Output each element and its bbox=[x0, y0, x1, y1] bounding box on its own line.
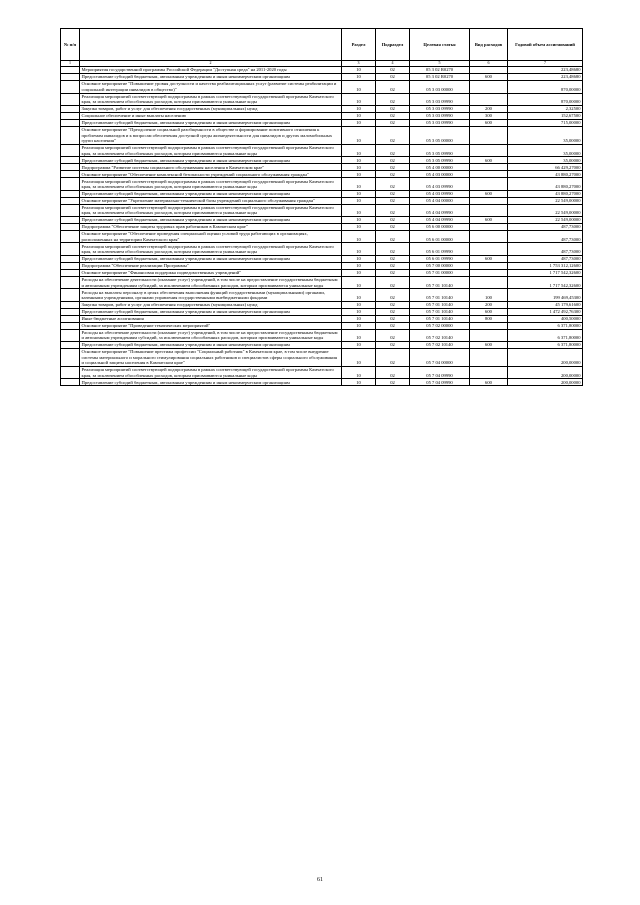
table-row bbox=[61, 255, 583, 262]
row-vr: 800 bbox=[470, 315, 508, 322]
row-podrazdel: 02 bbox=[376, 144, 410, 156]
row-cs: 05 7 00 00000 bbox=[410, 262, 470, 269]
row-name: Предоставление субсидий бюджетным, автономным учреждениям и иным некоммерческим организациям bbox=[80, 255, 342, 262]
row-razdel: 10 bbox=[342, 329, 376, 341]
page-number: 61 bbox=[317, 877, 323, 883]
row-vr: 600 bbox=[470, 255, 508, 262]
row-name: Иные бюджетные ассигнования bbox=[80, 315, 342, 322]
row-name: Реализация мероприятий соответствующей подпрограммы в рамках соответствующей государственной программы Камчатского края, за исключением обособленных расходов, которым присваиваются уникальные коды bbox=[80, 366, 342, 378]
row-number bbox=[61, 366, 80, 378]
row-podrazdel: 02 bbox=[376, 67, 410, 74]
row-number bbox=[61, 81, 80, 93]
row-number bbox=[61, 164, 80, 171]
column-index-row bbox=[61, 60, 583, 67]
row-number bbox=[61, 262, 80, 269]
table-row bbox=[61, 120, 583, 127]
row-number bbox=[61, 93, 80, 105]
row-cs: 05 3 03 09990 bbox=[410, 93, 470, 105]
row-cs: 05 7 01 10140 bbox=[410, 276, 470, 288]
row-cs: 05 3 05 09990 bbox=[410, 144, 470, 156]
row-podrazdel: 02 bbox=[376, 178, 410, 190]
table-row bbox=[61, 81, 583, 93]
row-podrazdel: 02 bbox=[376, 289, 410, 301]
row-name: Основное мероприятие "Преодоление социальной разобщенности в обществе и формирование позитивного отношения к проблемам инвалидов и к вопросам обеспечения доступной среды жизнедеятельности для инвалидов и других маломобильных групп населения" bbox=[80, 127, 342, 145]
col-cs-header: Целевая статья bbox=[410, 29, 470, 61]
table-row bbox=[61, 224, 583, 231]
row-amount: 45 179,61600 bbox=[508, 301, 583, 308]
table-row bbox=[61, 127, 583, 145]
row-amount: 223,48680 bbox=[508, 67, 583, 74]
row-amount: 152,67500 bbox=[508, 113, 583, 120]
table-header-row bbox=[61, 29, 583, 61]
row-amount: 43 880,27000 bbox=[508, 178, 583, 190]
row-vr: 600 bbox=[470, 74, 508, 81]
row-cs: 05 4 04 00000 bbox=[410, 197, 470, 204]
row-name: Основное мероприятие "Повышение уровня доступности и качества реабилитационных услуг (развитие системы реабилитации и социальной интеграции инвалидов в общество)" bbox=[80, 81, 342, 93]
table-row bbox=[61, 67, 583, 74]
row-razdel: 10 bbox=[342, 217, 376, 224]
row-podrazdel: 02 bbox=[376, 322, 410, 329]
row-number bbox=[61, 379, 80, 386]
row-razdel: 10 bbox=[342, 289, 376, 301]
table-row bbox=[61, 93, 583, 105]
col-razdel-header: Раздел bbox=[342, 29, 376, 61]
row-name: Предоставление субсидий бюджетным, автономным учреждениям и иным некоммерческим организациям bbox=[80, 157, 342, 164]
row-cs: 05 6 01 09990 bbox=[410, 243, 470, 255]
row-vr bbox=[470, 144, 508, 156]
row-name: Закупка товаров, работ и услуг для обеспечения государственных (муниципальных) нужд bbox=[80, 301, 342, 308]
row-number bbox=[61, 322, 80, 329]
row-podrazdel: 02 bbox=[376, 127, 410, 145]
row-name: Основное мероприятие "Проведение тематических мероприятий" bbox=[80, 322, 342, 329]
row-cs: 05 7 04 00000 bbox=[410, 349, 470, 367]
row-razdel: 10 bbox=[342, 190, 376, 197]
row-name: Социальное обеспечение и иные выплаты населению bbox=[80, 113, 342, 120]
row-amount: 199 469,45300 bbox=[508, 289, 583, 301]
row-name: Закупка товаров, работ и услуг для обеспечения государственных (муниципальных) нужд bbox=[80, 106, 342, 113]
table-row bbox=[61, 301, 583, 308]
row-razdel: 10 bbox=[342, 379, 376, 386]
row-podrazdel: 02 bbox=[376, 81, 410, 93]
row-vr bbox=[470, 171, 508, 178]
table-row bbox=[61, 144, 583, 156]
row-podrazdel: 02 bbox=[376, 231, 410, 243]
row-razdel: 10 bbox=[342, 81, 376, 93]
table-row bbox=[61, 329, 583, 341]
row-vr: 100 bbox=[470, 289, 508, 301]
col-index: 4 bbox=[376, 60, 410, 67]
row-number bbox=[61, 342, 80, 349]
row-name: Предоставление субсидий бюджетным, автономным учреждениям и иным некоммерческим организациям bbox=[80, 120, 342, 127]
row-cs: 05 7 01 10140 bbox=[410, 289, 470, 301]
row-amount: 200,00000 bbox=[508, 379, 583, 386]
table-row bbox=[61, 197, 583, 204]
row-name: Основное мероприятие "Финансовая поддержка подведомственных учреждений" bbox=[80, 269, 342, 276]
row-amount: 487,73000 bbox=[508, 231, 583, 243]
row-vr bbox=[470, 164, 508, 171]
row-cs: 05 6 00 00000 bbox=[410, 224, 470, 231]
row-name: Реализация мероприятий соответствующей подпрограммы в рамках соответствующей государственной программы Камчатского края, за исключением обособленных расходов, которым присваиваются уникальные коды bbox=[80, 178, 342, 190]
table-row bbox=[61, 276, 583, 288]
row-cs: 05 7 02 10140 bbox=[410, 342, 470, 349]
row-name: Предоставление субсидий бюджетным, автономным учреждениям и иным некоммерческим организациям bbox=[80, 379, 342, 386]
row-amount: 400,50000 bbox=[508, 315, 583, 322]
row-razdel: 10 bbox=[342, 157, 376, 164]
table-row bbox=[61, 74, 583, 81]
table-row bbox=[61, 178, 583, 190]
row-vr: 200 bbox=[470, 301, 508, 308]
row-cs: 05 3 02 R0270 bbox=[410, 67, 470, 74]
row-cs: 05 4 03 00000 bbox=[410, 171, 470, 178]
row-razdel: 10 bbox=[342, 171, 376, 178]
row-number bbox=[61, 329, 80, 341]
row-razdel: 10 bbox=[342, 366, 376, 378]
row-name: Расходы на обеспечение деятельности (оказание услуг) учреждений, в том числе на предоставление государственным бюджетным и автономным учреждениям субсидий, за исключением обособленных расходов, которым присваиваются уникальные коды bbox=[80, 276, 342, 288]
row-name: Расходы на обеспечение деятельности (оказание услуг) учреждений, в том числе на предоставление государственным бюджетным и автономным учреждениям субсидий, за исключением обособленных расходов, которым присваиваются уникальные коды bbox=[80, 329, 342, 341]
document-page bbox=[60, 28, 582, 386]
col-podrazdel-header: Подраздел bbox=[376, 29, 410, 61]
col-name-header bbox=[80, 29, 342, 61]
row-amount: 1 717 542,32600 bbox=[508, 276, 583, 288]
row-cs: 05 7 04 09990 bbox=[410, 366, 470, 378]
row-vr bbox=[470, 269, 508, 276]
row-cs: 05 7 01 10140 bbox=[410, 315, 470, 322]
row-cs: 05 3 03 09990 bbox=[410, 106, 470, 113]
row-podrazdel: 02 bbox=[376, 276, 410, 288]
row-vr bbox=[470, 204, 508, 216]
row-podrazdel: 02 bbox=[376, 164, 410, 171]
row-amount: 715,00000 bbox=[508, 120, 583, 127]
row-name: Предоставление субсидий бюджетным, автономным учреждениям и иным некоммерческим организациям bbox=[80, 74, 342, 81]
row-name: Реализация мероприятий соответствующей подпрограммы в рамках соответствующей государственной программы Камчатского края, за исключением обособленных расходов, которым присваиваются уникальные коды bbox=[80, 93, 342, 105]
row-number bbox=[61, 74, 80, 81]
row-number bbox=[61, 231, 80, 243]
row-cs: 05 7 04 09990 bbox=[410, 379, 470, 386]
row-razdel: 10 bbox=[342, 255, 376, 262]
row-podrazdel: 02 bbox=[376, 342, 410, 349]
row-podrazdel: 02 bbox=[376, 255, 410, 262]
row-amount: 35,00000 bbox=[508, 144, 583, 156]
row-razdel: 10 bbox=[342, 269, 376, 276]
row-cs: 05 3 02 R0270 bbox=[410, 74, 470, 81]
col-index: 2 bbox=[80, 60, 342, 67]
row-cs: 05 7 01 10140 bbox=[410, 301, 470, 308]
row-razdel: 10 bbox=[342, 301, 376, 308]
row-name: Основное мероприятие "Укрепление материально-технической базы учреждений социального обслуживания граждан" bbox=[80, 197, 342, 204]
row-vr bbox=[470, 93, 508, 105]
row-name: Предоставление субсидий бюджетным, автономным учреждениям и иным некоммерческим организациям bbox=[80, 190, 342, 197]
row-vr bbox=[470, 231, 508, 243]
row-amount: 22 549,00000 bbox=[508, 204, 583, 216]
row-razdel: 10 bbox=[342, 113, 376, 120]
col-index: 7 bbox=[508, 60, 583, 67]
row-podrazdel: 02 bbox=[376, 74, 410, 81]
row-name: Подпрограмма "Развитие системы социального обслуживания населения в Камчатском крае" bbox=[80, 164, 342, 171]
row-razdel: 10 bbox=[342, 197, 376, 204]
row-razdel: 10 bbox=[342, 342, 376, 349]
row-amount: 6 371,80000 bbox=[508, 329, 583, 341]
row-number bbox=[61, 315, 80, 322]
row-number bbox=[61, 113, 80, 120]
row-vr bbox=[470, 67, 508, 74]
row-razdel: 10 bbox=[342, 106, 376, 113]
row-vr bbox=[470, 224, 508, 231]
col-index: 3 bbox=[342, 60, 376, 67]
row-podrazdel: 02 bbox=[376, 308, 410, 315]
row-vr: 300 bbox=[470, 113, 508, 120]
row-vr bbox=[470, 178, 508, 190]
table-row bbox=[61, 164, 583, 171]
row-number bbox=[61, 217, 80, 224]
row-razdel: 10 bbox=[342, 67, 376, 74]
col-index: 6 bbox=[470, 60, 508, 67]
row-vr bbox=[470, 349, 508, 367]
row-amount: 200,00000 bbox=[508, 349, 583, 367]
row-podrazdel: 02 bbox=[376, 315, 410, 322]
row-razdel: 10 bbox=[342, 349, 376, 367]
row-amount: 487,73000 bbox=[508, 243, 583, 255]
row-number bbox=[61, 204, 80, 216]
row-number bbox=[61, 224, 80, 231]
row-vr bbox=[470, 366, 508, 378]
col-num-header: № п/п bbox=[61, 29, 80, 61]
col-index: 1 bbox=[61, 60, 80, 67]
row-podrazdel: 02 bbox=[376, 301, 410, 308]
row-cs: 05 3 03 00000 bbox=[410, 81, 470, 93]
row-razdel: 10 bbox=[342, 127, 376, 145]
row-amount: 487,73000 bbox=[508, 224, 583, 231]
row-podrazdel: 02 bbox=[376, 120, 410, 127]
row-name: Основное мероприятие "Обеспечение проведения специальной оценки условий труда работающих в организациях, расположенных на территории Камчатского края" bbox=[80, 231, 342, 243]
row-amount: 35,00000 bbox=[508, 157, 583, 164]
row-cs: 05 3 05 09990 bbox=[410, 157, 470, 164]
row-number bbox=[61, 255, 80, 262]
row-name: Мероприятия государственной программы Российской Федерации "Доступная среда" на 2011-2020 годы bbox=[80, 67, 342, 74]
row-amount: 66 429,27000 bbox=[508, 164, 583, 171]
row-podrazdel: 02 bbox=[376, 329, 410, 341]
row-razdel: 10 bbox=[342, 93, 376, 105]
row-vr bbox=[470, 127, 508, 145]
row-podrazdel: 02 bbox=[376, 171, 410, 178]
row-cs: 05 3 05 00000 bbox=[410, 127, 470, 145]
row-podrazdel: 02 bbox=[376, 204, 410, 216]
row-number bbox=[61, 178, 80, 190]
row-podrazdel: 02 bbox=[376, 224, 410, 231]
row-vr: 600 bbox=[470, 379, 508, 386]
row-cs: 05 4 04 09990 bbox=[410, 217, 470, 224]
row-vr: 600 bbox=[470, 308, 508, 315]
table-row bbox=[61, 157, 583, 164]
table-row bbox=[61, 366, 583, 378]
row-amount: 6 371,80000 bbox=[508, 342, 583, 349]
row-cs: 05 3 03 09990 bbox=[410, 113, 470, 120]
row-vr bbox=[470, 329, 508, 341]
row-razdel: 10 bbox=[342, 243, 376, 255]
row-amount: 2,32500 bbox=[508, 106, 583, 113]
row-name: Основное мероприятие "Обеспечение комплексной безопасности учреждений социального обслуживания граждан" bbox=[80, 171, 342, 178]
row-vr bbox=[470, 322, 508, 329]
row-vr: 600 bbox=[470, 190, 508, 197]
row-vr bbox=[470, 81, 508, 93]
row-number bbox=[61, 144, 80, 156]
table-row bbox=[61, 231, 583, 243]
row-cs: 05 7 02 10140 bbox=[410, 329, 470, 341]
row-podrazdel: 02 bbox=[376, 106, 410, 113]
row-cs: 05 7 01 00000 bbox=[410, 269, 470, 276]
table-row bbox=[61, 349, 583, 367]
row-cs: 05 7 01 10140 bbox=[410, 308, 470, 315]
table-row bbox=[61, 106, 583, 113]
row-number bbox=[61, 120, 80, 127]
row-amount: 6 371,80000 bbox=[508, 322, 583, 329]
row-amount: 43 880,27000 bbox=[508, 171, 583, 178]
table-row bbox=[61, 322, 583, 329]
table-row bbox=[61, 269, 583, 276]
row-number bbox=[61, 289, 80, 301]
row-razdel: 10 bbox=[342, 322, 376, 329]
row-vr: 600 bbox=[470, 157, 508, 164]
row-number bbox=[61, 243, 80, 255]
row-podrazdel: 02 bbox=[376, 262, 410, 269]
row-name: Реализация мероприятий соответствующей подпрограммы в рамках соответствующей государственной программы Камчатского края, за исключением обособленных расходов, которым присваиваются уникальные коды bbox=[80, 204, 342, 216]
row-amount: 200,00000 bbox=[508, 366, 583, 378]
row-cs: 05 4 03 09990 bbox=[410, 178, 470, 190]
row-number bbox=[61, 67, 80, 74]
row-name: Расходы на выплаты персоналу в целях обеспечения выполнения функций государственными (муниципальными) органами, казенными учреждениями, органами управления государственными внебюджетными фондами bbox=[80, 289, 342, 301]
row-amount: 43 880,27000 bbox=[508, 190, 583, 197]
row-cs: 05 3 03 09990 bbox=[410, 120, 470, 127]
row-name: Подпрограмма "Обеспечение защиты трудовых прав работников в Камчатском крае" bbox=[80, 224, 342, 231]
row-amount: 870,00000 bbox=[508, 81, 583, 93]
row-name: Реализация мероприятий соответствующей подпрограммы в рамках соответствующей государственной программы Камчатского края, за исключением обособленных расходов, которым присваиваются уникальные коды bbox=[80, 243, 342, 255]
row-vr bbox=[470, 262, 508, 269]
row-podrazdel: 02 bbox=[376, 190, 410, 197]
row-amount: 223,48680 bbox=[508, 74, 583, 81]
row-razdel: 10 bbox=[342, 204, 376, 216]
row-razdel: 10 bbox=[342, 164, 376, 171]
row-vr bbox=[470, 243, 508, 255]
row-number bbox=[61, 197, 80, 204]
row-cs: 05 4 04 09990 bbox=[410, 204, 470, 216]
row-number bbox=[61, 269, 80, 276]
row-podrazdel: 02 bbox=[376, 157, 410, 164]
table-row bbox=[61, 315, 583, 322]
row-number bbox=[61, 276, 80, 288]
row-cs: 05 6 01 00000 bbox=[410, 231, 470, 243]
row-podrazdel: 02 bbox=[376, 349, 410, 367]
row-razdel: 10 bbox=[342, 276, 376, 288]
col-index: 5 bbox=[410, 60, 470, 67]
table-body bbox=[61, 67, 583, 386]
row-podrazdel: 02 bbox=[376, 93, 410, 105]
table-row bbox=[61, 171, 583, 178]
row-amount: 1 717 542,32600 bbox=[508, 269, 583, 276]
row-podrazdel: 02 bbox=[376, 243, 410, 255]
budget-table bbox=[60, 28, 583, 386]
row-podrazdel: 02 bbox=[376, 197, 410, 204]
row-podrazdel: 02 bbox=[376, 379, 410, 386]
row-razdel: 10 bbox=[342, 231, 376, 243]
table-row bbox=[61, 308, 583, 315]
row-number bbox=[61, 349, 80, 367]
table-row bbox=[61, 243, 583, 255]
row-amount: 870,00000 bbox=[508, 93, 583, 105]
row-number bbox=[61, 190, 80, 197]
row-number bbox=[61, 171, 80, 178]
row-number bbox=[61, 127, 80, 145]
row-vr bbox=[470, 276, 508, 288]
row-razdel: 10 bbox=[342, 178, 376, 190]
row-name: Подпрограмма "Обеспечение реализации Программы" bbox=[80, 262, 342, 269]
row-cs: 05 6 01 09990 bbox=[410, 255, 470, 262]
row-number bbox=[61, 308, 80, 315]
row-podrazdel: 02 bbox=[376, 113, 410, 120]
row-razdel: 10 bbox=[342, 224, 376, 231]
row-name: Предоставление субсидий бюджетным, автономным учреждениям и иным некоммерческим организациям bbox=[80, 342, 342, 349]
row-cs: 05 7 02 00000 bbox=[410, 322, 470, 329]
row-number bbox=[61, 157, 80, 164]
row-cs: 05 4 00 00000 bbox=[410, 164, 470, 171]
col-amount-header: Годовой объем ассигнований bbox=[508, 29, 583, 61]
row-cs: 05 4 03 09990 bbox=[410, 190, 470, 197]
col-vr-header: Вид расходов bbox=[470, 29, 508, 61]
row-name: Реализация мероприятий соответствующей подпрограммы в рамках соответствующей государственной программы Камчатского края, за исключением обособленных расходов, которым присваиваются уникальные коды bbox=[80, 144, 342, 156]
table-row bbox=[61, 113, 583, 120]
table-row bbox=[61, 289, 583, 301]
table-row bbox=[61, 342, 583, 349]
row-amount: 1 753 312,12600 bbox=[508, 262, 583, 269]
row-number bbox=[61, 106, 80, 113]
row-podrazdel: 02 bbox=[376, 217, 410, 224]
row-amount: 22 549,00000 bbox=[508, 197, 583, 204]
table-row bbox=[61, 190, 583, 197]
row-vr: 600 bbox=[470, 217, 508, 224]
row-razdel: 10 bbox=[342, 262, 376, 269]
table-row bbox=[61, 379, 583, 386]
row-podrazdel: 02 bbox=[376, 269, 410, 276]
row-amount: 1 472 492,76300 bbox=[508, 308, 583, 315]
row-razdel: 10 bbox=[342, 74, 376, 81]
row-amount: 22 549,00000 bbox=[508, 217, 583, 224]
row-amount: 487,73000 bbox=[508, 255, 583, 262]
row-razdel: 10 bbox=[342, 144, 376, 156]
row-razdel: 10 bbox=[342, 120, 376, 127]
row-name: Предоставление субсидий бюджетным, автономным учреждениям и иным некоммерческим организациям bbox=[80, 217, 342, 224]
table-row bbox=[61, 262, 583, 269]
row-amount: 35,00000 bbox=[508, 127, 583, 145]
table-row bbox=[61, 217, 583, 224]
row-podrazdel: 02 bbox=[376, 366, 410, 378]
row-razdel: 10 bbox=[342, 315, 376, 322]
row-number bbox=[61, 301, 80, 308]
row-razdel: 10 bbox=[342, 308, 376, 315]
table-row bbox=[61, 204, 583, 216]
row-vr bbox=[470, 197, 508, 204]
row-vr: 600 bbox=[470, 120, 508, 127]
row-name: Основное мероприятие "Повышение престижа профессии "Социальный работник" в Камчатском крае, в том числе внедрение системы материального и морального стимулирования социальных работников и специалистов сферы социального обслуживания и социальной защиты населения в Камчатском крае" bbox=[80, 349, 342, 367]
row-vr: 600 bbox=[470, 342, 508, 349]
row-vr: 200 bbox=[470, 106, 508, 113]
row-name: Предоставление субсидий бюджетным, автономным учреждениям и иным некоммерческим организациям bbox=[80, 308, 342, 315]
